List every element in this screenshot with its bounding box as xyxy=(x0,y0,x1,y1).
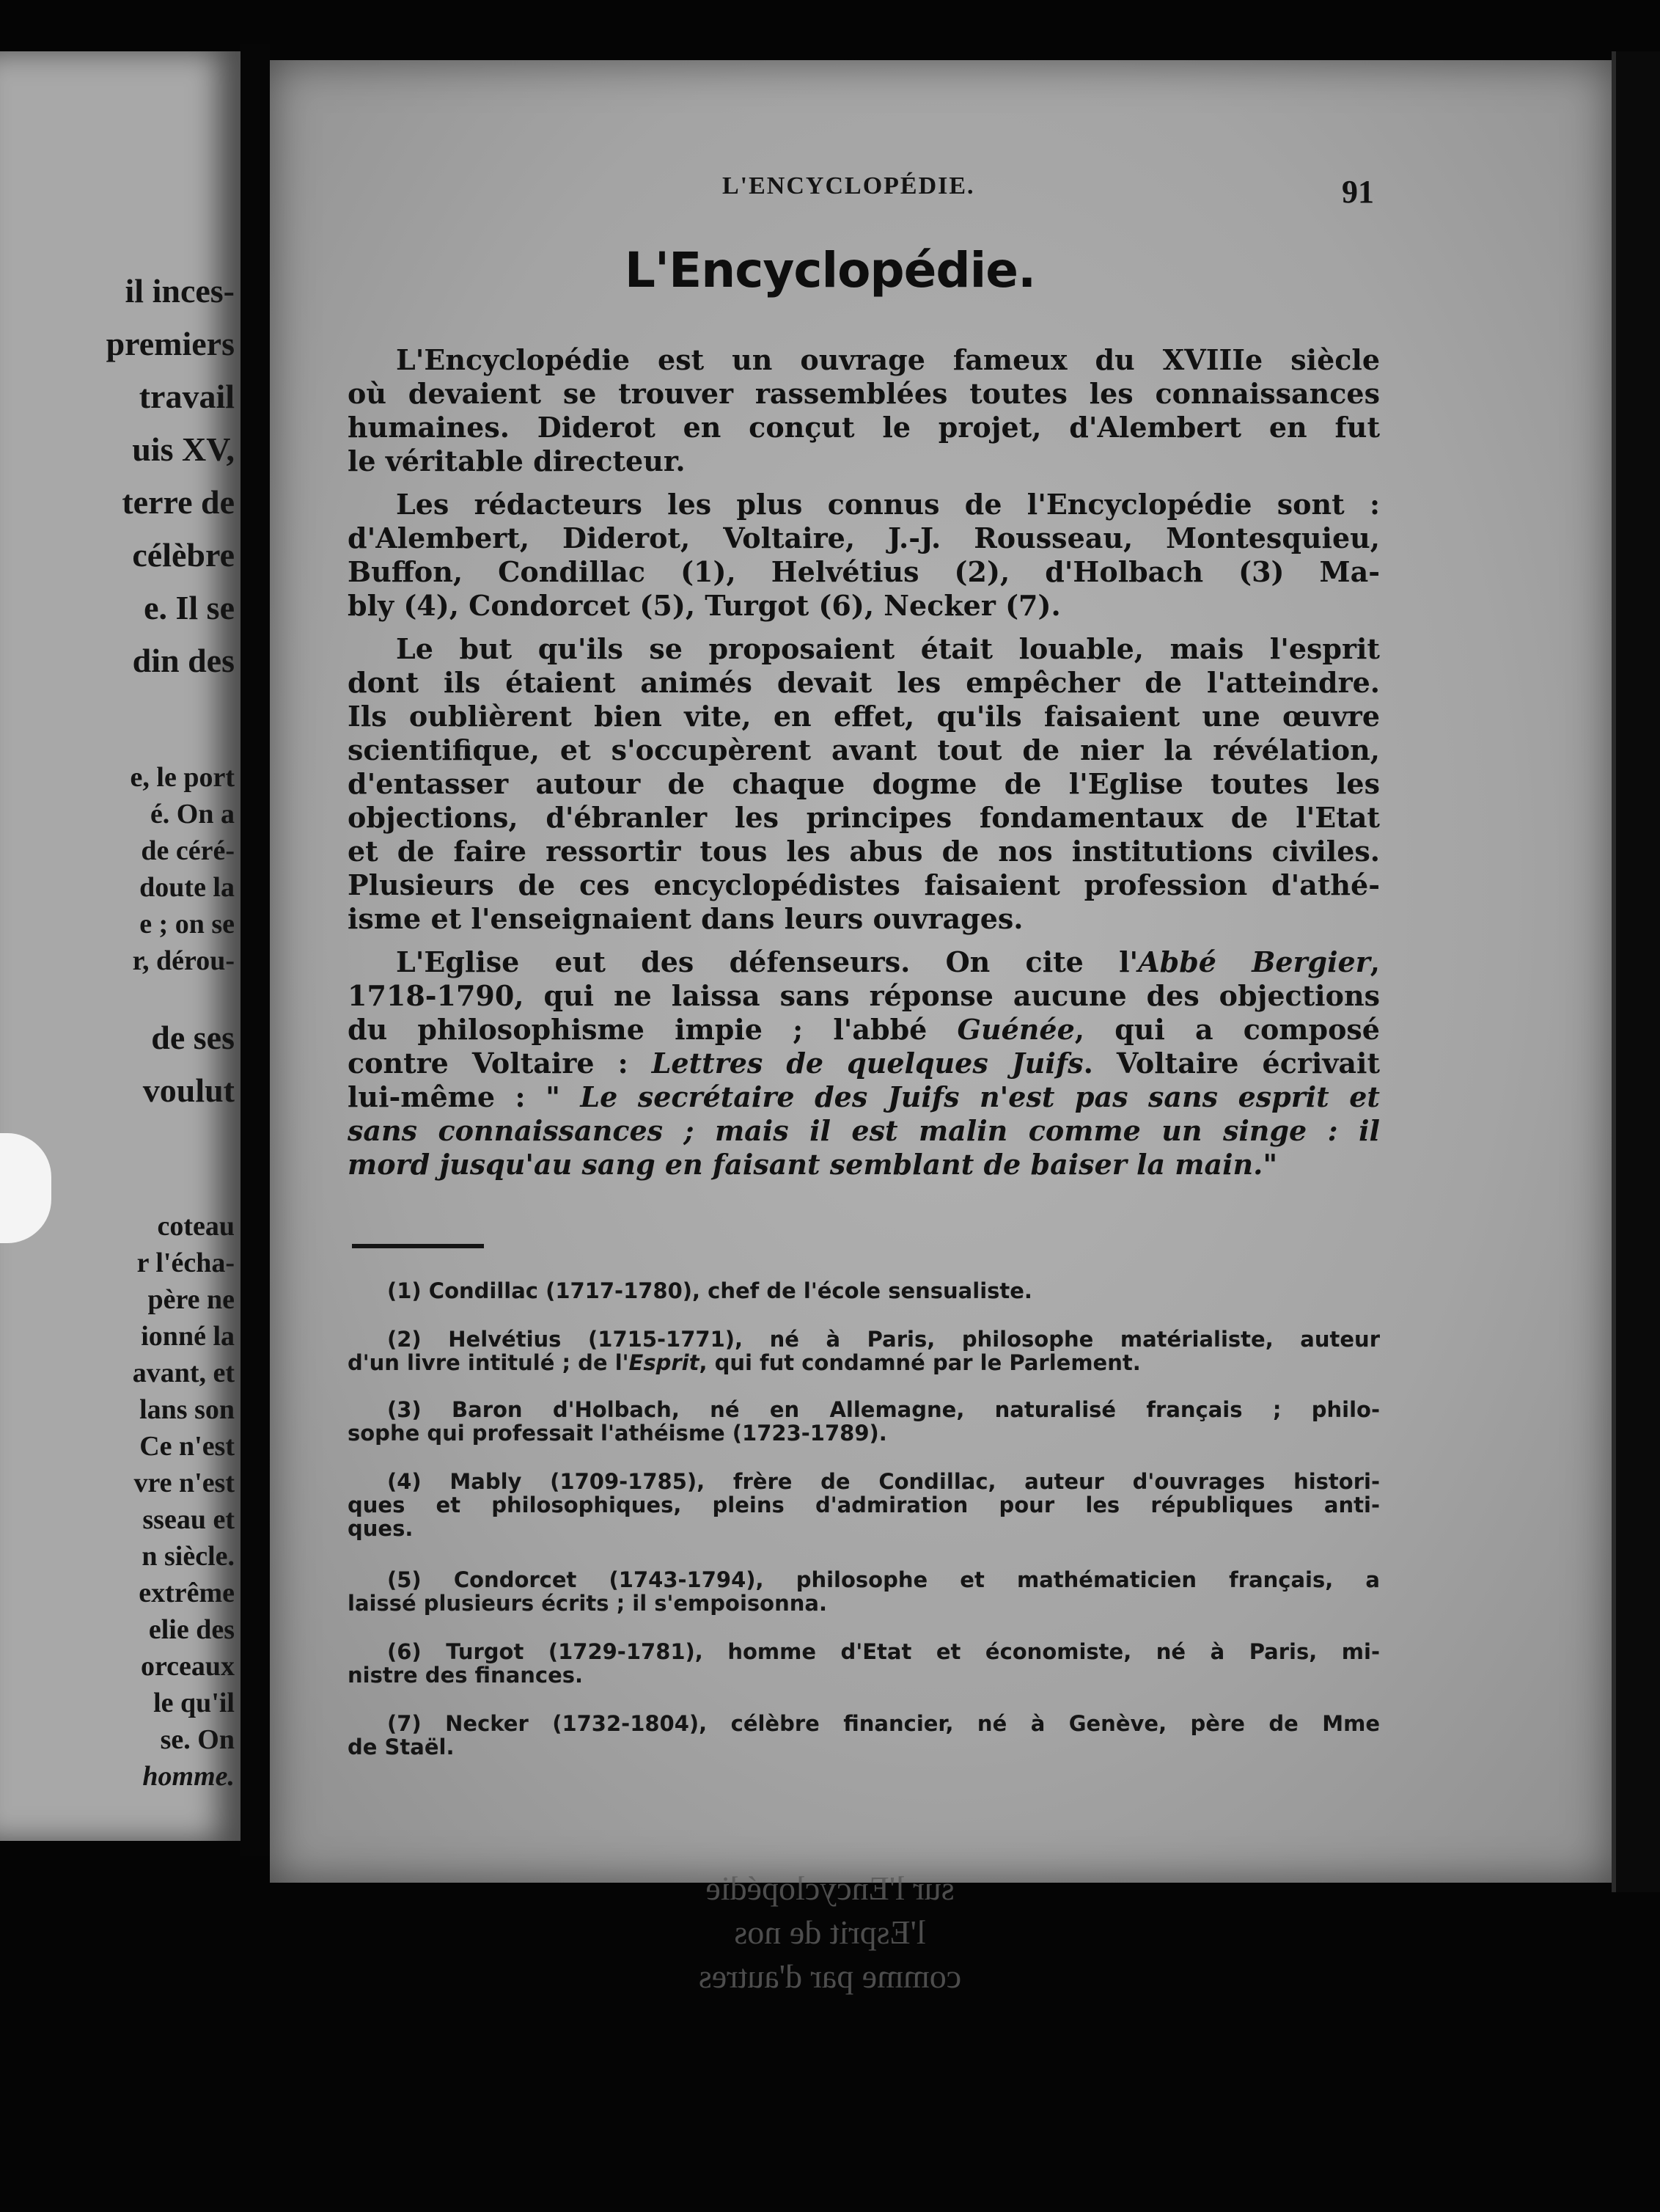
body-line: humaines. Diderot en conçut le projet, d'Alembert en fut xyxy=(348,411,1380,444)
footnote-6: nistre des finances. xyxy=(348,1663,584,1688)
body-line: contre Voltaire : Lettres de quelques Juifs. Voltaire écrivait xyxy=(348,1047,1381,1080)
footnote-5: laissé plusieurs écrits ; il s'empoisonna. xyxy=(348,1591,827,1616)
footnote-3: sophe qui professait l'athéisme (1723-1789). xyxy=(348,1421,887,1446)
body-line: Le but qu'ils se proposaient était louable, mais l'esprit xyxy=(396,632,1380,665)
left-page-line: e ; on se xyxy=(139,909,235,940)
left-page-line: travail xyxy=(139,378,235,415)
left-page-line: se. On xyxy=(160,1724,235,1755)
body-line: Plusieurs de ces encyclopédistes faisaient profession d'athé- xyxy=(348,868,1380,901)
left-page-line: orceaux xyxy=(140,1651,235,1682)
show-through-text: sur l'Encyclopédie l'Esprit de nos comme par d'autres xyxy=(698,1869,962,1995)
footnote-7: (7) Necker (1732-1804), célèbre financier, né à Genève, père de Mme xyxy=(387,1711,1380,1736)
footnote-4: ques et philosophiques, pleins d'admiration pour les républiques anti- xyxy=(348,1493,1380,1517)
book-gutter xyxy=(240,44,270,1856)
body-line: 1718-1790, qui ne laissa sans réponse aucune des objections xyxy=(348,979,1380,1012)
body-line: d'entasser autour de chaque dogme de l'Eglise toutes les xyxy=(348,767,1380,800)
body-line xyxy=(348,1114,1380,1148)
body-line: Ils oublièrent bien vite, en effet, qu'ils faisaient une œuvre xyxy=(348,700,1380,733)
left-page-line: Ce n'est xyxy=(139,1431,235,1462)
body-line: dont ils étaient animés devait les empêcher de l'atteindre. xyxy=(348,666,1380,699)
left-page-line: é. On a xyxy=(150,799,235,830)
footnote-2: (2) Helvétius (1715-1771), né à Paris, philosophe matérialiste, auteur xyxy=(387,1327,1380,1352)
left-page-line: avant, et xyxy=(132,1358,235,1388)
left-page-line: voulut xyxy=(142,1072,235,1109)
body-line: bly (4), Condorcet (5), Turgot (6), Necker (7). xyxy=(348,589,1061,622)
footnote-7: de Staël. xyxy=(348,1735,455,1759)
body-line: lui-même : " Le secrétaire des Juifs n'est pas sans esprit et xyxy=(348,1080,1380,1113)
quotation: Le secrétaire des Juifs n'est pas sans esprit et xyxy=(580,1080,1380,1113)
body-line: Buffon, Condillac (1), Helvétius (2), d'Holbach (3) Ma- xyxy=(348,555,1380,588)
left-page-line: le qu'il xyxy=(153,1688,235,1718)
left-page-line: il inces- xyxy=(125,272,235,310)
left-page-line: ionné la xyxy=(141,1321,235,1352)
left-page-line: r l'écha- xyxy=(136,1248,235,1278)
footnote-3: (3) Baron d'Holbach, né en Allemagne, naturalisé français ; philo- xyxy=(387,1397,1380,1422)
left-page-line: sseau et xyxy=(142,1504,235,1535)
footnote-5: (5) Condorcet (1743-1794), philosophe et mathématicien français, a xyxy=(387,1567,1380,1592)
left-page-line: extrême xyxy=(139,1578,235,1608)
author-name-bergier: Abbé Bergier xyxy=(1138,945,1370,978)
left-page-line: e. Il se xyxy=(144,589,235,626)
previous-page-strip xyxy=(0,51,240,1841)
left-page-line: uis XV, xyxy=(132,431,235,468)
body-line: mord jusqu'au sang en faisant semblant de baiser la main." xyxy=(348,1148,1278,1181)
left-page-line: coteau xyxy=(157,1211,235,1242)
body-line: et de faire ressortir tous les abus de nos institutions civiles. xyxy=(348,835,1380,868)
body-line: scientifique, et s'occupèrent avant tout de nier la révélation, xyxy=(348,733,1380,766)
body-line: où devaient se trouver rassemblées toutes les connaissances xyxy=(348,377,1380,410)
chapter-title: L'Encyclopédie. xyxy=(624,242,1036,299)
body-line: du philosophisme impie ; l'abbé Guénée, qui a composé xyxy=(348,1013,1380,1046)
left-page-line: homme. xyxy=(142,1761,235,1792)
left-page-line: lans son xyxy=(139,1394,235,1425)
left-page-line: terre de xyxy=(122,483,235,521)
left-page-line: din des xyxy=(132,642,235,679)
left-page-line: n siècle. xyxy=(142,1541,235,1572)
left-page-line: premiers xyxy=(106,325,235,362)
left-page-line: de ses xyxy=(151,1019,235,1056)
body-line: le véritable directeur. xyxy=(348,444,686,477)
left-page-line: e, le port xyxy=(130,762,235,793)
left-page-line: r, dérou- xyxy=(132,945,235,976)
page-number: 91 xyxy=(1342,174,1374,210)
body-line: L'Encyclopédie est un ouvrage fameux du XVIIIe siècle xyxy=(396,343,1380,376)
left-page-line: elie des xyxy=(148,1614,235,1645)
work-title: Lettres de quelques Juifs xyxy=(651,1047,1084,1080)
footnote-6: (6) Turgot (1729-1781), homme d'Etat et économiste, né à Paris, mi- xyxy=(387,1639,1380,1664)
footnote-4: ques. xyxy=(348,1516,414,1541)
body-line: isme et l'enseignaient dans leurs ouvrages. xyxy=(348,902,1024,935)
page-edge xyxy=(1612,51,1660,1892)
left-page-line: doute la xyxy=(139,872,235,903)
quotation: mord jusqu'au sang en faisant semblant de baiser la main. xyxy=(348,1148,1263,1181)
left-page-line: vre n'est xyxy=(133,1468,235,1498)
body-line: Les rédacteurs les plus connus de l'Encyclopédie sont : xyxy=(396,488,1380,521)
left-page-line: de céré- xyxy=(141,835,235,866)
footnote-2: d'un livre intitulé ; de l'Esprit, qui fut condamné par le Parlement. xyxy=(348,1350,1141,1375)
body-line: d'Alembert, Diderot, Voltaire, J.-J. Rousseau, Montesquieu, xyxy=(348,521,1380,554)
quotation: sans connaissances ; mais il est malin comme un singe : il xyxy=(348,1114,1380,1147)
body-line: L'Eglise eut des défenseurs. On cite l'Abbé Bergier, xyxy=(396,945,1380,978)
footnote-4: (4) Mably (1709-1785), frère de Condillac, auteur d'ouvrages histori- xyxy=(387,1469,1380,1494)
footnote-separator xyxy=(352,1244,484,1248)
body-line: objections, d'ébranler les principes fondamentaux de l'Etat xyxy=(348,801,1380,834)
left-page-line: célèbre xyxy=(132,536,235,574)
author-name-guenee: Guénée xyxy=(957,1013,1075,1046)
left-page-line: père ne xyxy=(147,1284,235,1315)
running-head: L'ENCYCLOPÉDIE. xyxy=(722,172,975,199)
footnote-1: (1) Condillac (1717-1780), chef de l'école sensualiste. xyxy=(387,1278,1032,1303)
